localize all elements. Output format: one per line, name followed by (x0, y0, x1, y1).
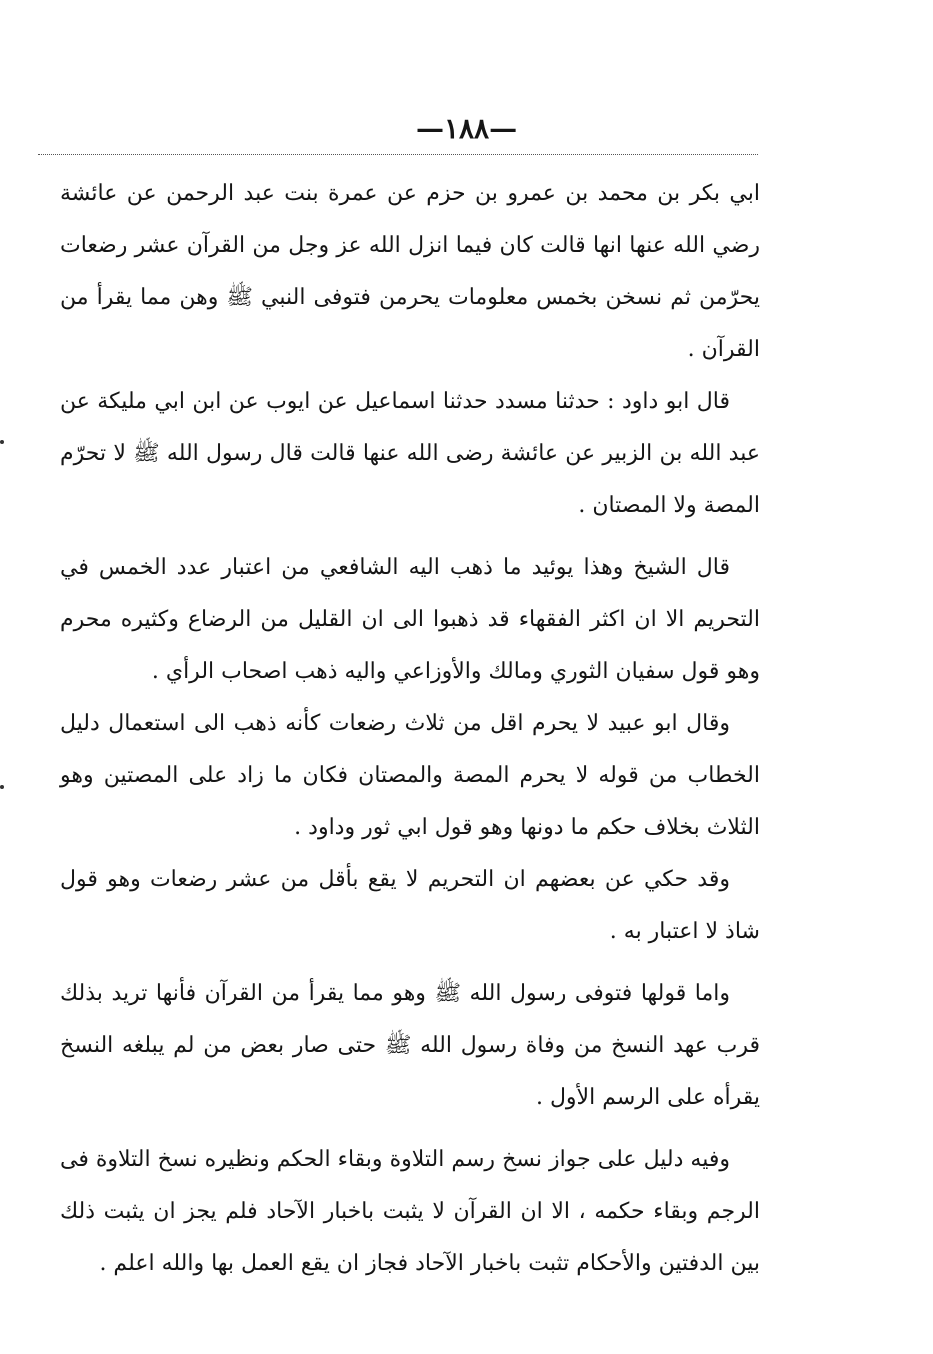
paragraph-7: وفيه دليل على جواز نسخ رسم التلاوة وبقاء الحكم ونظيره نسخ التلاوة فى الرجم وبقاء حكمه ، الا ان القرآن لا يثبت باخبار الآحاد فلم يجز ان يثبت ذلك بين الدفتين والأحكام تثبت باخبار الآحاد فجاز ان يقع العمل بها والله اعلم . (60, 1147, 760, 1276)
paragraph-4: وقال ابو عبيد لا يحرم اقل من ثلاث رضعات كأنه ذهب الى استعمال دليل الخطاب من قوله لا يحرم المصة والمصتان فكان ما زاد على المصتين وهو الثلاث بخلاف حكم ما دونها وهو قول ابي ثور وداود . (60, 711, 760, 840)
margin-mark (0, 440, 4, 444)
paragraph-3: قال الشيخ وهذا يوئيد ما ذهب اليه الشافعي من اعتبار عدد الخمس في التحريم الا ان اكثر الفقهاء قد ذهبوا الى ان القليل من الرضاع وكثيره محرم وهو قول سفيان الثوري ومالك والأوزاعي واليه ذهب اصحاب الرأي . (60, 555, 760, 684)
paragraph-5: وقد حكي عن بعضهم ان التحريم لا يقع بأقل من عشر رضعات وهو قول شاذ لا اعتبار به . (60, 867, 760, 944)
paragraph-1: ابي بكر بن محمد بن عمرو بن حزم عن عمرة بنت عبد الرحمن عن عائشة رضي الله عنها انها قالت كان فيما انزل الله عز وجل من القرآن عشر رضعات يحرّمن ثم نسخن بخمس معلومات يحرمن فتوفى النبي ﷺ وهن مما يقرأ من القرآن . (60, 181, 760, 362)
paragraph-2: قال ابو داود : حدثنا مسدد حدثنا اسماعيل عن ايوب عن ابن ابي مليكة عن عبد الله بن الزبير عن عائشة رضى الله عنها قالت قال رسول الله ﷺ لا تحرّم المصة ولا المصتان . (60, 389, 760, 518)
header-divider (38, 154, 758, 155)
body-text (60, 168, 760, 1290)
page-number: —١٨٨— (415, 112, 518, 145)
paragraph-6: واما قولها فتوفى رسول الله ﷺ وهو مما يقرأ من القرآن فأنها تريد بذلك قرب عهد النسخ من وفاة رسول الله ﷺ حتى صار بعض من لم يبلغه النسخ يقرأه على الرسم الأول . (60, 981, 760, 1110)
margin-mark (0, 785, 4, 789)
